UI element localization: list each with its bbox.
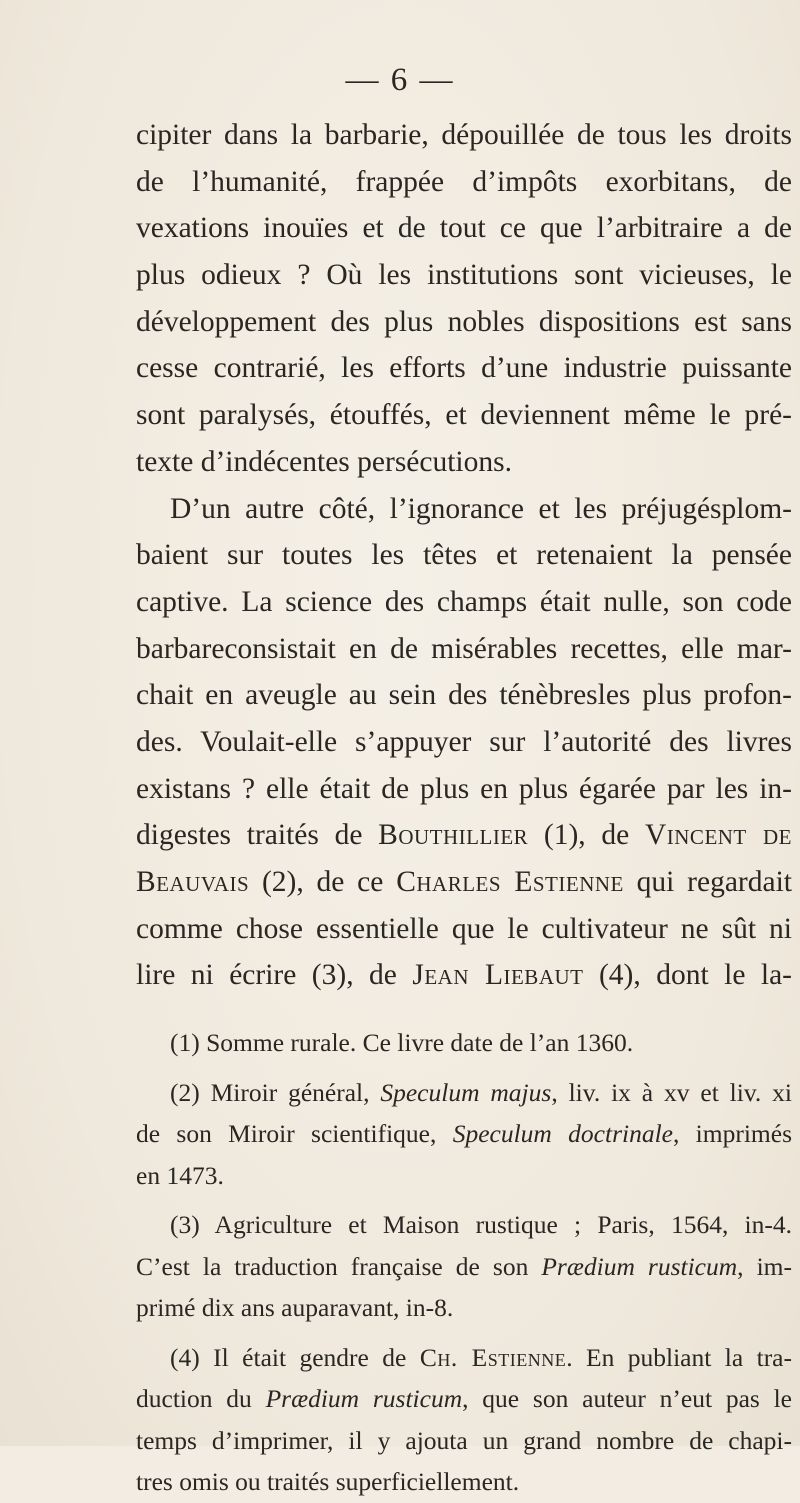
text-line (136, 812, 792, 859)
text-line: vexations inouïes et de tout ce que l’arbitraire a de (136, 212, 792, 245)
footnote-3-line: primé dix ans auparavant, in-8. (136, 1293, 454, 1322)
text-run: , im- (737, 1251, 792, 1281)
text-run: (2), de ce (249, 866, 397, 898)
footnotes (136, 1022, 792, 1503)
latin-title: Speculum majus (380, 1077, 552, 1107)
text-line: D’un autre côté, l’ignorance et les préjugésplom- (170, 492, 792, 525)
text-run: digestes traités de (136, 819, 379, 852)
footnote-4-line: temps d’imprimer, il y ajouta un grand nombre de chapi- (136, 1425, 792, 1455)
text-run: de son Miroir scientifique, (136, 1119, 453, 1148)
footnote-4-line (136, 1378, 792, 1420)
text-run: (2) Miroir général, (170, 1077, 381, 1107)
page-number: — 6 — (345, 62, 455, 98)
text-line: sont paralysés, étouffés, et deviennent même le pré- (136, 399, 792, 432)
text-run: C’est la traduction française de son (136, 1251, 542, 1281)
text-run: (4) Il était gendre de (170, 1342, 420, 1372)
footnote-gap (136, 1196, 792, 1204)
footnote-3-line (136, 1246, 792, 1288)
text-run: , imprimés (672, 1119, 793, 1148)
footnote-2 (136, 1072, 792, 1114)
author-name: Beauvais (136, 866, 250, 898)
footnote-3: (3) Agriculture et Maison rustique ; Paris, 1564, in-4. (170, 1210, 792, 1239)
footnote-4 (136, 1337, 792, 1379)
text-line (136, 859, 792, 906)
text-line: comme chose essentielle que le cultivateur ne sût ni (136, 912, 792, 945)
text-line: captive. La science des champs était nulle, son code (136, 585, 792, 618)
footnote-gap (136, 1329, 792, 1337)
latin-title: Speculum doctrinale (452, 1119, 673, 1148)
text-run: (1), de (528, 819, 645, 852)
text-line: baient sur toutes les têtes et retenaient la pensée (136, 539, 792, 572)
footnote-4-line: tres omis ou traités superficiellement. (136, 1467, 520, 1496)
author-name: Jean Liebaut (412, 959, 584, 992)
author-name: Bouthillier (378, 819, 529, 852)
author-name: Ch. Estienne (419, 1342, 567, 1372)
footnote-2-line (136, 1113, 792, 1155)
text-line: chait en aveugle au sein des ténèbresles plus profon- (136, 679, 792, 712)
text-line: développement des plus nobles dispositions est sans (136, 305, 792, 338)
footnote-1: (1) Somme rurale. Ce livre date de l’an 1360. (170, 1028, 634, 1057)
author-name: Vincent de (644, 819, 792, 852)
text-line: plus odieux ? Où les institutions sont vicieuses, le (136, 259, 792, 292)
latin-title: Prædium rusticum (265, 1384, 463, 1413)
text-line (136, 952, 792, 999)
text-line: existans ? elle était de plus en plus égarée par les in- (136, 772, 792, 805)
author-name: Charles Estienne (396, 866, 624, 898)
latin-title: Prædium rusticum (541, 1251, 738, 1281)
text-run: (4), dont le la- (583, 959, 792, 992)
text-run: duction du (136, 1384, 266, 1413)
main-text (136, 112, 792, 999)
footnote-2-line: en 1473. (136, 1160, 224, 1190)
text-run: , liv. ix à xv et liv. xi (551, 1077, 793, 1107)
text-run: qui regardait (623, 866, 792, 898)
text-run: . En publiant la tra- (566, 1342, 792, 1372)
text-line: de l’humanité, frappée d’impôts exorbitans, de (136, 165, 792, 198)
text-run: lire ni écrire (3), de (136, 959, 413, 992)
text-run: , que son auteur n’eut pas le (462, 1384, 792, 1413)
text-line: cesse contrarié, les efforts d’une industrie puissante (136, 352, 792, 385)
text-line: barbareconsistait en de misérables recettes, elle mar- (136, 632, 792, 665)
text-line: des. Voulait-elle s’appuyer sur l’autorité des livres (136, 725, 792, 758)
footnote-gap (136, 1064, 792, 1072)
text-line: cipiter dans la barbarie, dépouillée de tous les droits (136, 119, 792, 151)
text-line: texte d’indécentes persécutions. (136, 445, 512, 478)
